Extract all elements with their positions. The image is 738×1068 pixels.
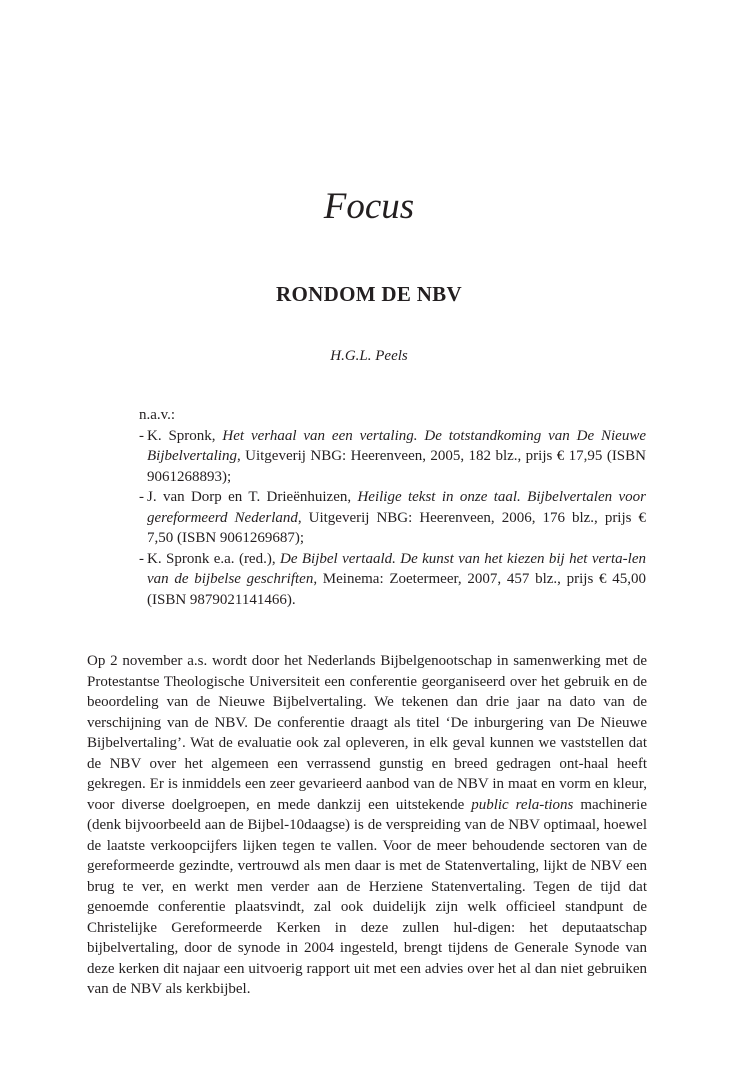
body-text-part: machinerie (denk bijvoorbeeld aan de Bijbel-10daagse) is de verspreiding van de NBV optimaal, hoewel de laatste verkoopcijfers lijken tegen te vallen. Voor de meer behoudende sectoren van de gereformeerde gezindte, vertrouwd als men daar is met de Statenvertaling, lijkt de NBV een brug te ver, en werkt men verder aan de Herziene Statenvertaling. Tegen de tijd dat genoemde conferentie plaatsvindt, zal ook duidelijk zijn welk officieel standpunt de Christelijke Gereformeerde Kerken in deze zullen hul-digen: het deputaatschap bijbelvertaling, door de synode in 2004 ingesteld, brengt tijdens de Generale Synode van deze kerken dit najaar een uitvoerig rapport uit met een advies over het al dan niet gebruiken van de NBV als kerkbijbel. [87,796,647,997]
reference-item [139,549,646,611]
reference-item [139,487,646,549]
reference-authors: K. Spronk, [147,427,223,444]
section-title: Focus [323,186,415,227]
reference-item [139,426,646,488]
reference-authors: K. Spronk e.a. (red.), [147,550,280,567]
reference-intro: n.a.v.: [139,407,176,423]
article-title: RONDOM DE NBV [276,282,462,306]
reference-details: , Uitgeverij NBG: Heerenveen, 2006, 176 blz., prijs € 7,50 (ISBN 9061269687); [147,509,646,546]
reference-book-title: Het verhaal van een vertaling. De totstandkoming van De Nieuwe Bijbelvertaling [147,427,646,464]
reference-block [139,405,646,610]
body-paragraph [87,651,647,1000]
reference-book-title: De Bijbel vertaald. De kunst van het kiezen bij het verta-len van de bijbelse geschriften [147,550,646,587]
reference-list [139,426,646,611]
body-text-part: Op 2 november a.s. wordt door het Nederlands Bijbelgenootschap in samenwerking met de Protestantse Theologische Universiteit een conferentie georganiseerd over het gebruik en de beoordeling van de Nieuwe Bijbelvertaling. We tekenen dan drie jaar na dato van de verschijning van de NBV. De conferentie draagt als titel ‘De inburgering van De Nieuwe Bijbelvertaling’. Wat de evaluatie ook zal opleveren, in elk geval kunnen we vaststellen dat de NBV over het algemeen een verrassend gunstig en breed gedragen ont-haal heeft gekregen. Er is inmiddels een zeer gevarieerd aanbod van de NBV in maat en vorm en kleur, voor diverse doelgroepen, en mede dankzij een uitstekende [87,653,647,813]
author-name: H.G.L. Peels [330,348,408,364]
reference-details: , Meinema: Zoetermeer, 2007, 457 blz., prijs € 45,00 (ISBN 9879021141466). [147,571,647,608]
reference-details: , Uitgeverij NBG: Heerenveen, 2005, 182 blz., prijs € 17,95 (ISBN 9061268893); [147,448,646,485]
reference-book-title: Heilige tekst in onze taal. Bijbelvertalen voor gereformeerd Nederland [147,489,646,526]
body-italic-term: public rela-tions [471,796,574,813]
reference-authors: J. van Dorp en T. Drieënhuizen, [147,489,358,505]
